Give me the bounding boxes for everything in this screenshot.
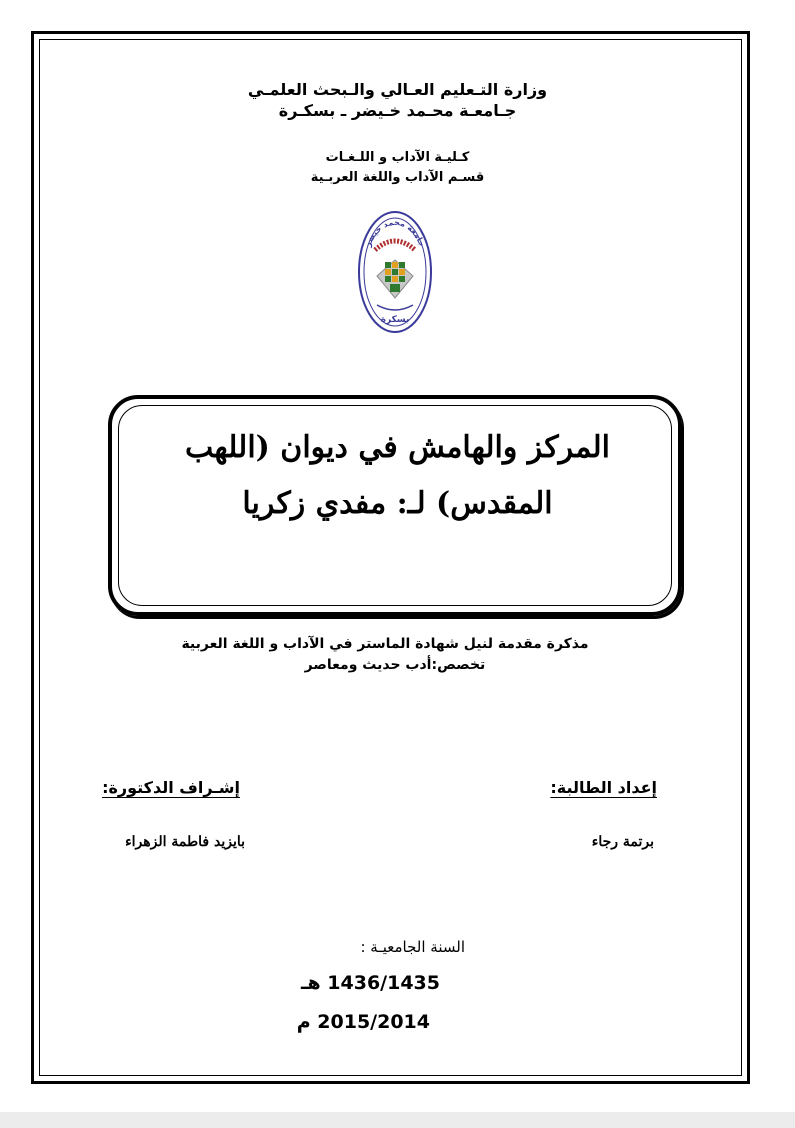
academic-year-label: السنة الجامعيـة : bbox=[360, 938, 465, 956]
thesis-title-line-1: المركز والهامش في ديوان (اللهب bbox=[184, 430, 611, 465]
thesis-title-line-2: المقدس) لـ: مفدي زكريا bbox=[242, 486, 553, 521]
university-line: جـامعـة محـمد خـيضر ـ بسكـرة bbox=[278, 101, 517, 120]
faculty-line: كـليـة الآداب و اللـغـات bbox=[325, 150, 470, 165]
department-line: قسـم الآداب واللغة العربـية bbox=[310, 170, 485, 185]
seal-arc-text: جامعة محمد خيضر bbox=[363, 217, 427, 248]
student-name: برتمة رجاء bbox=[591, 834, 654, 850]
supervisor-name: بايزيد فاطمة الزهراء bbox=[125, 834, 245, 850]
thesis-purpose: مذكرة مقدمة لنيل شهادة الماستر في الآداب و اللغة العربية bbox=[181, 636, 589, 652]
thesis-specialty: تخصص:أدب حديث ومعاصر bbox=[304, 657, 486, 673]
student-label: إعداد الطالبة: bbox=[550, 778, 657, 797]
seal-city-text: بسكرة bbox=[380, 315, 410, 325]
ministry-line: وزارة التـعليم العـالي والـبحث العلمـي bbox=[247, 80, 548, 99]
supervisor-label: إشـراف الدكتورة: bbox=[102, 778, 240, 797]
academic-year-gregorian: 2015/2014 م bbox=[296, 1011, 430, 1033]
university-seal-logo bbox=[357, 210, 433, 334]
academic-year-hijri: 1436/1435 هـ bbox=[301, 972, 440, 994]
